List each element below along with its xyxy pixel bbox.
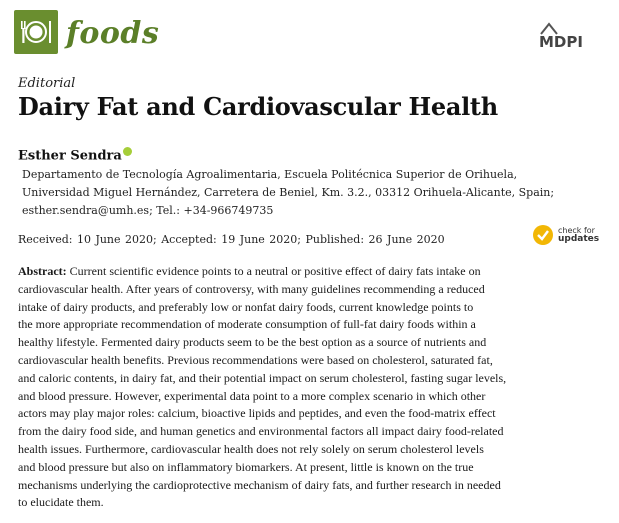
- publisher-name: MDPI: [539, 33, 583, 51]
- check-updates-icon: [532, 224, 554, 246]
- abstract-line: healthy lifestyle. Fermented dairy products seem to be the best option as a source of nutrients and: [18, 335, 487, 350]
- abstract-line: cardiovascular health. After years of controversy, with many guidelines recommending a reduced: [18, 281, 485, 296]
- abstract-line: and blood pressure. However, experimental data point to a more complex scenario in which other: [18, 388, 486, 403]
- publication-dates: Received: 10 June 2020; Accepted: 19 June 2020; Published: 26 June 2020: [18, 233, 445, 246]
- article-title: Dairy Fat and Cardiovascular Health: [18, 92, 498, 121]
- abstract-line: Current scientific evidence points to a neutral or positive effect of dairy fats intake on: [69, 264, 481, 278]
- abstract-line: and caloric contents, in dairy fat, and their potential impact on serum cholesterol, fasting sugar levels,: [18, 370, 507, 385]
- affiliation-line: Universidad Miguel Hernández, Carretera de Beniel, Km. 3.2., 03312 Orihuela-Alicante, Spain;: [22, 186, 555, 199]
- abstract-label: Abstract:: [18, 264, 67, 278]
- orcid-icon[interactable]: [123, 147, 132, 156]
- abstract-line: and blood pressure but also on inflammatory biomarkers. At present, little is known on the true: [18, 459, 474, 474]
- affiliation-line: Departamento de Tecnología Agroalimentaria, Escuela Politécnica Superior de Orihuela,: [22, 168, 518, 181]
- mdpi-logo-icon: [537, 20, 601, 52]
- author-name: Esther Sendra: [18, 148, 122, 164]
- abstract-line: to elucidate them.: [18, 495, 104, 510]
- journal-header: [14, 10, 609, 56]
- abstract-line: intake of dairy products, and preferably low or nonfat dairy foods, current knowledge points to: [18, 299, 474, 314]
- affiliation: [22, 166, 555, 220]
- abstract-line: mechanisms underlying the cardioprotective mechanism of dairy fats, and further research in needed: [18, 477, 501, 492]
- abstract-line: the more appropriate recommendation of moderate consumption of full-fat dairy foods within a: [18, 317, 476, 332]
- check-for-updates-button[interactable]: [532, 224, 612, 246]
- abstract-line: from the dairy food side, and human genetics and environmental factors all impact dairy food-related: [18, 424, 504, 439]
- check-label-line1: check for: [558, 226, 595, 235]
- author-line: [18, 145, 132, 163]
- abstract-line: actors may play major roles: calcium, bioactive lipids and peptides, and even the food-matrix effect: [18, 406, 496, 421]
- abstract-line: cardiovascular health benefits. Previous recommendations were based on cholesterol, saturated fat,: [18, 352, 493, 367]
- journal-name: foods: [66, 16, 160, 51]
- affiliation-line: esther.sendra@umh.es; Tel.: +34-966749735: [22, 204, 274, 217]
- article-type: Editorial: [18, 76, 76, 91]
- foods-logo-icon: [14, 10, 58, 54]
- abstract: [18, 263, 608, 512]
- abstract-line: health issues. Furthermore, cardiovascular health does not rely solely on serum cholesterol levels: [18, 441, 484, 456]
- check-label-line2: updates: [558, 234, 600, 244]
